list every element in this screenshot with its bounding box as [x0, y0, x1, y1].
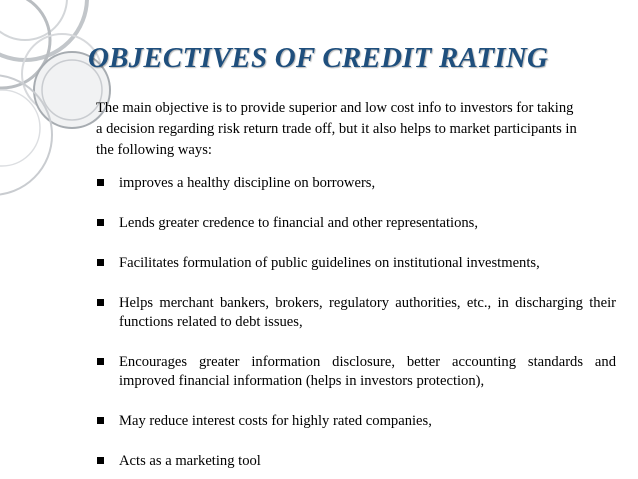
- list-item-text: May reduce interest costs for highly rated companies,: [119, 413, 432, 429]
- list-item-text: improves a healthy discipline on borrowers,: [119, 175, 376, 191]
- square-bullet-icon: [97, 457, 104, 464]
- list-item: [96, 294, 616, 332]
- list-item-text: Acts as a marketing tool: [119, 453, 261, 469]
- list-item-text: Helps merchant bankers, brokers, regulatory authorities, etc., in discharging their functions related to debt issues,: [119, 295, 616, 330]
- intro-paragraph: The main objective is to provide superior and low cost info to investors for taking a decision regarding risk return trade off, but it also helps to market participants in the following ways:: [96, 100, 577, 158]
- list-item-text: Encourages greater information disclosure, better accounting standards and improved financial information (helps in investors protection),: [119, 354, 616, 389]
- list-item: [96, 452, 616, 471]
- square-bullet-icon: [97, 219, 104, 226]
- list-item: [96, 214, 616, 233]
- square-bullet-icon: [97, 358, 104, 365]
- list-item-text: Lends greater credence to financial and other representations,: [119, 215, 478, 231]
- list-item: [96, 412, 616, 431]
- square-bullet-icon: [97, 299, 104, 306]
- list-item: [96, 254, 616, 273]
- list-item-text: Facilitates formulation of public guidelines on institutional investments,: [119, 255, 540, 271]
- list-item: [96, 353, 616, 391]
- slide-title: OBJECTIVES OF CREDIT RATING: [88, 42, 549, 74]
- objectives-list: [96, 174, 616, 471]
- square-bullet-icon: [97, 417, 104, 424]
- list-item: [96, 174, 616, 193]
- square-bullet-icon: [97, 259, 104, 266]
- square-bullet-icon: [97, 179, 104, 186]
